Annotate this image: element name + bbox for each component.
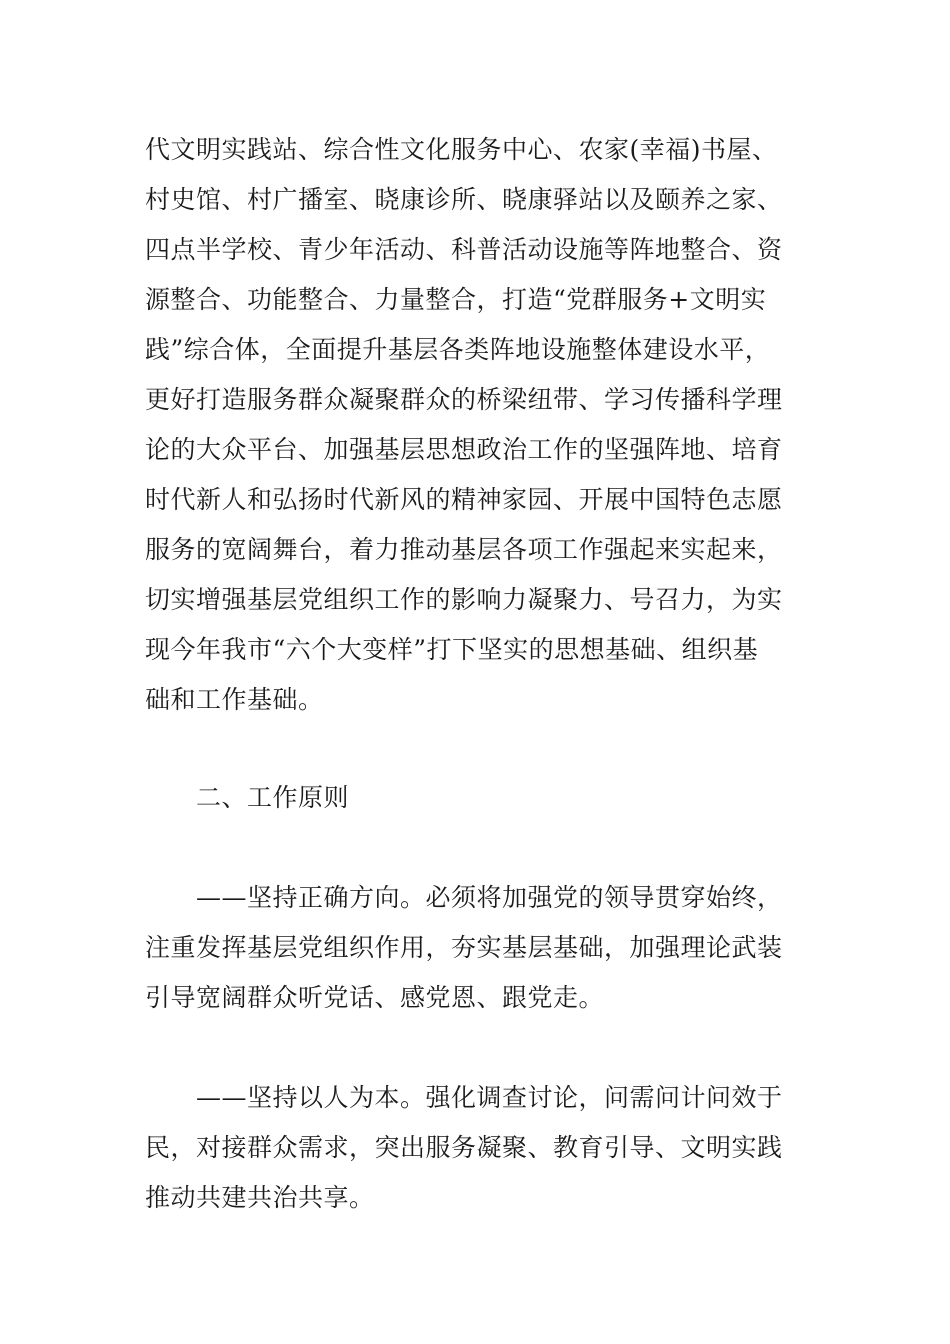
- text-line: 民，对接群众需求，突出服务凝聚、教育引导、文明实践: [145, 1133, 783, 1162]
- text-line: 注重发挥基层党组织作用，夯实基层基础，加强理论武装: [145, 933, 783, 962]
- text-line: 引导宽阔群众听党话、感党恩、跟党走。: [145, 983, 605, 1012]
- text-line: 四点半学校、青少年活动、科普活动设施等阵地整合、资: [145, 235, 783, 264]
- text-line: 服务的宽阔舞台，着力推动基层各项工作强起来实起来，: [145, 535, 783, 564]
- section-heading: 二、工作原则: [196, 783, 350, 812]
- text-line: 现今年我市“六个大变样”打下坚实的思想基础、组织基: [145, 635, 759, 664]
- text-line: 践”综合体，全面提升基层各类阵地设施整体建设水平，: [145, 335, 771, 364]
- text-line: 础和工作基础。: [145, 685, 324, 714]
- text-line: 论的大众平台、加强基层思想政治工作的坚强阵地、培育: [145, 435, 783, 464]
- text-line: ——坚持正确方向。必须将加强党的领导贯穿始终，: [196, 883, 783, 912]
- text-line: 村史馆、村广播室、晓康诊所、晓康驿站以及颐养之家、: [145, 185, 783, 214]
- text-line: 推动共建共治共享。: [145, 1183, 375, 1212]
- text-line: 切实增强基层党组织工作的影响力凝聚力、号召力，为实: [145, 585, 783, 614]
- text-line: 时代新人和弘扬时代新风的精神家园、开展中国特色志愿: [145, 485, 783, 514]
- text-line: 源整合、功能整合、力量整合，打造“党群服务+文明实: [145, 285, 767, 314]
- text-line: ——坚持以人为本。强化调查讨论，问需问计问效于: [196, 1083, 783, 1112]
- text-line: 代文明实践站、综合性文化服务中心、农家(幸福)书屋、: [145, 135, 778, 164]
- text-line: 更好打造服务群众凝聚群众的桥梁纽带、学习传播科学理: [145, 385, 783, 414]
